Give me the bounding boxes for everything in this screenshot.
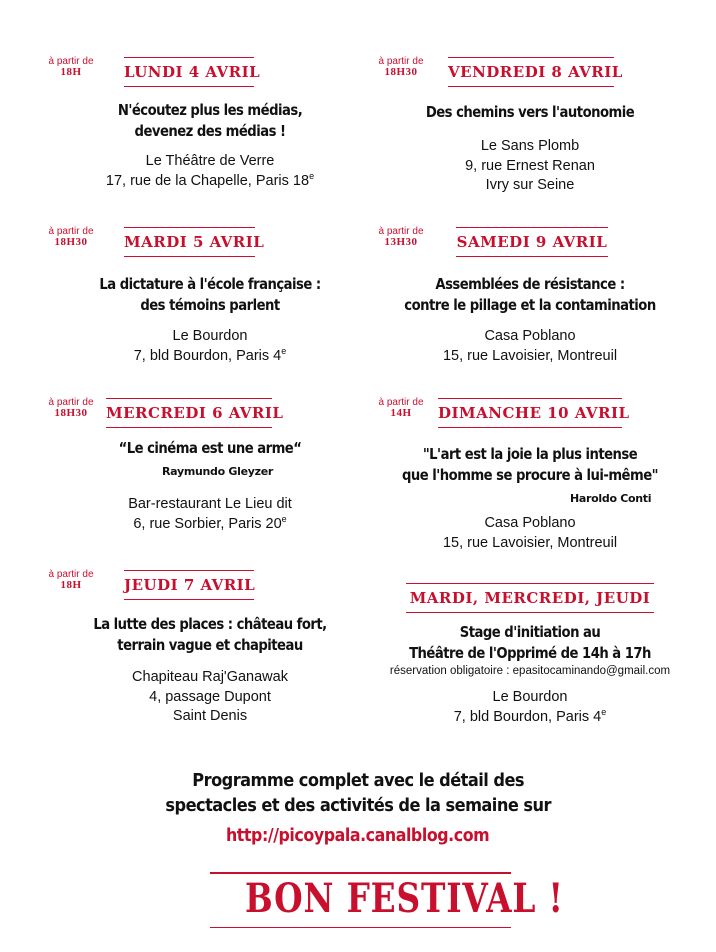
event-day: VENDREDI 8 AVRIL bbox=[448, 57, 614, 87]
event-title: La lutte des places : château fort, terrain vague et chapiteau bbox=[93, 615, 327, 654]
start-time: à partir de 14H bbox=[378, 397, 424, 419]
event-venue: Bar-restaurant Le Lieu dit 6, rue Sorbier, Paris 20e bbox=[128, 496, 292, 532]
event-venue: Le Théâtre de Verre 17, rue de la Chapelle, Paris 18e bbox=[105, 153, 315, 189]
start-time: à partir de 13H30 bbox=[378, 226, 424, 248]
event-day: MERCREDI 6 AVRIL bbox=[106, 398, 272, 428]
reservation-note: réservation obligatoire : epasitocaminando@gmail.com bbox=[389, 665, 671, 677]
event-venue: Le Bourdon 7, bld Bourdon, Paris 4e bbox=[133, 328, 287, 364]
event-day: SAMEDI 9 AVRIL bbox=[456, 227, 608, 257]
blog-link[interactable]: http://picoypala.canalblog.com bbox=[226, 825, 490, 846]
event-author: Raymundo Gleyzer bbox=[162, 465, 274, 478]
event-title: Stage d'initiation au Théâtre de l'Opprimé de 14h à 17h bbox=[409, 623, 651, 662]
start-time: à partir de 18H30 bbox=[48, 397, 94, 419]
event-day: JEUDI 7 AVRIL bbox=[124, 570, 254, 600]
closing-banner: BON FESTIVAL ! bbox=[210, 872, 511, 924]
event-day: MARDI, MERCREDI, JEUDI bbox=[406, 583, 654, 613]
event-day: DIMANCHE 10 AVRIL bbox=[438, 398, 622, 428]
event-day: LUNDI 4 AVRIL bbox=[124, 57, 254, 87]
start-time: à partir de 18H bbox=[48, 569, 94, 591]
event-venue: Casa Poblano 15, rue Lavoisier, Montreuil bbox=[442, 328, 618, 364]
event-title: N'écoutez plus les médias, devenez des médias ! bbox=[117, 101, 303, 140]
start-time: à partir de 18H30 bbox=[48, 226, 94, 248]
event-title: Des chemins vers l'autonomie bbox=[425, 103, 635, 121]
program-note: Programme complet avec le détail des spectacles et des activités de la semaine sur bbox=[165, 770, 551, 816]
event-author: Haroldo Conti bbox=[570, 492, 652, 505]
event-day: MARDI 5 AVRIL bbox=[124, 227, 255, 257]
event-title: La dictature à l'école française : des témoins parlent bbox=[99, 275, 321, 314]
event-venue: Casa Poblano 15, rue Lavoisier, Montreuil bbox=[442, 515, 618, 551]
start-time: à partir de 18H bbox=[48, 56, 94, 78]
event-venue: Le Bourdon 7, bld Bourdon, Paris 4e bbox=[453, 689, 607, 725]
event-title: Assemblées de résistance : contre le pillage et la contamination bbox=[404, 275, 656, 314]
event-title: “Le cinéma est une arme“ bbox=[118, 439, 302, 457]
start-time: à partir de 18H30 bbox=[378, 56, 424, 78]
event-venue: Le Sans Plomb 9, rue Ernest Renan Ivry sur Seine bbox=[465, 138, 595, 193]
event-title: "L'art est la joie la plus intense que l'homme se procure à lui-même" bbox=[402, 445, 658, 484]
event-venue: Chapiteau Raj'Ganawak 4, passage Dupont Saint Denis bbox=[132, 669, 288, 724]
